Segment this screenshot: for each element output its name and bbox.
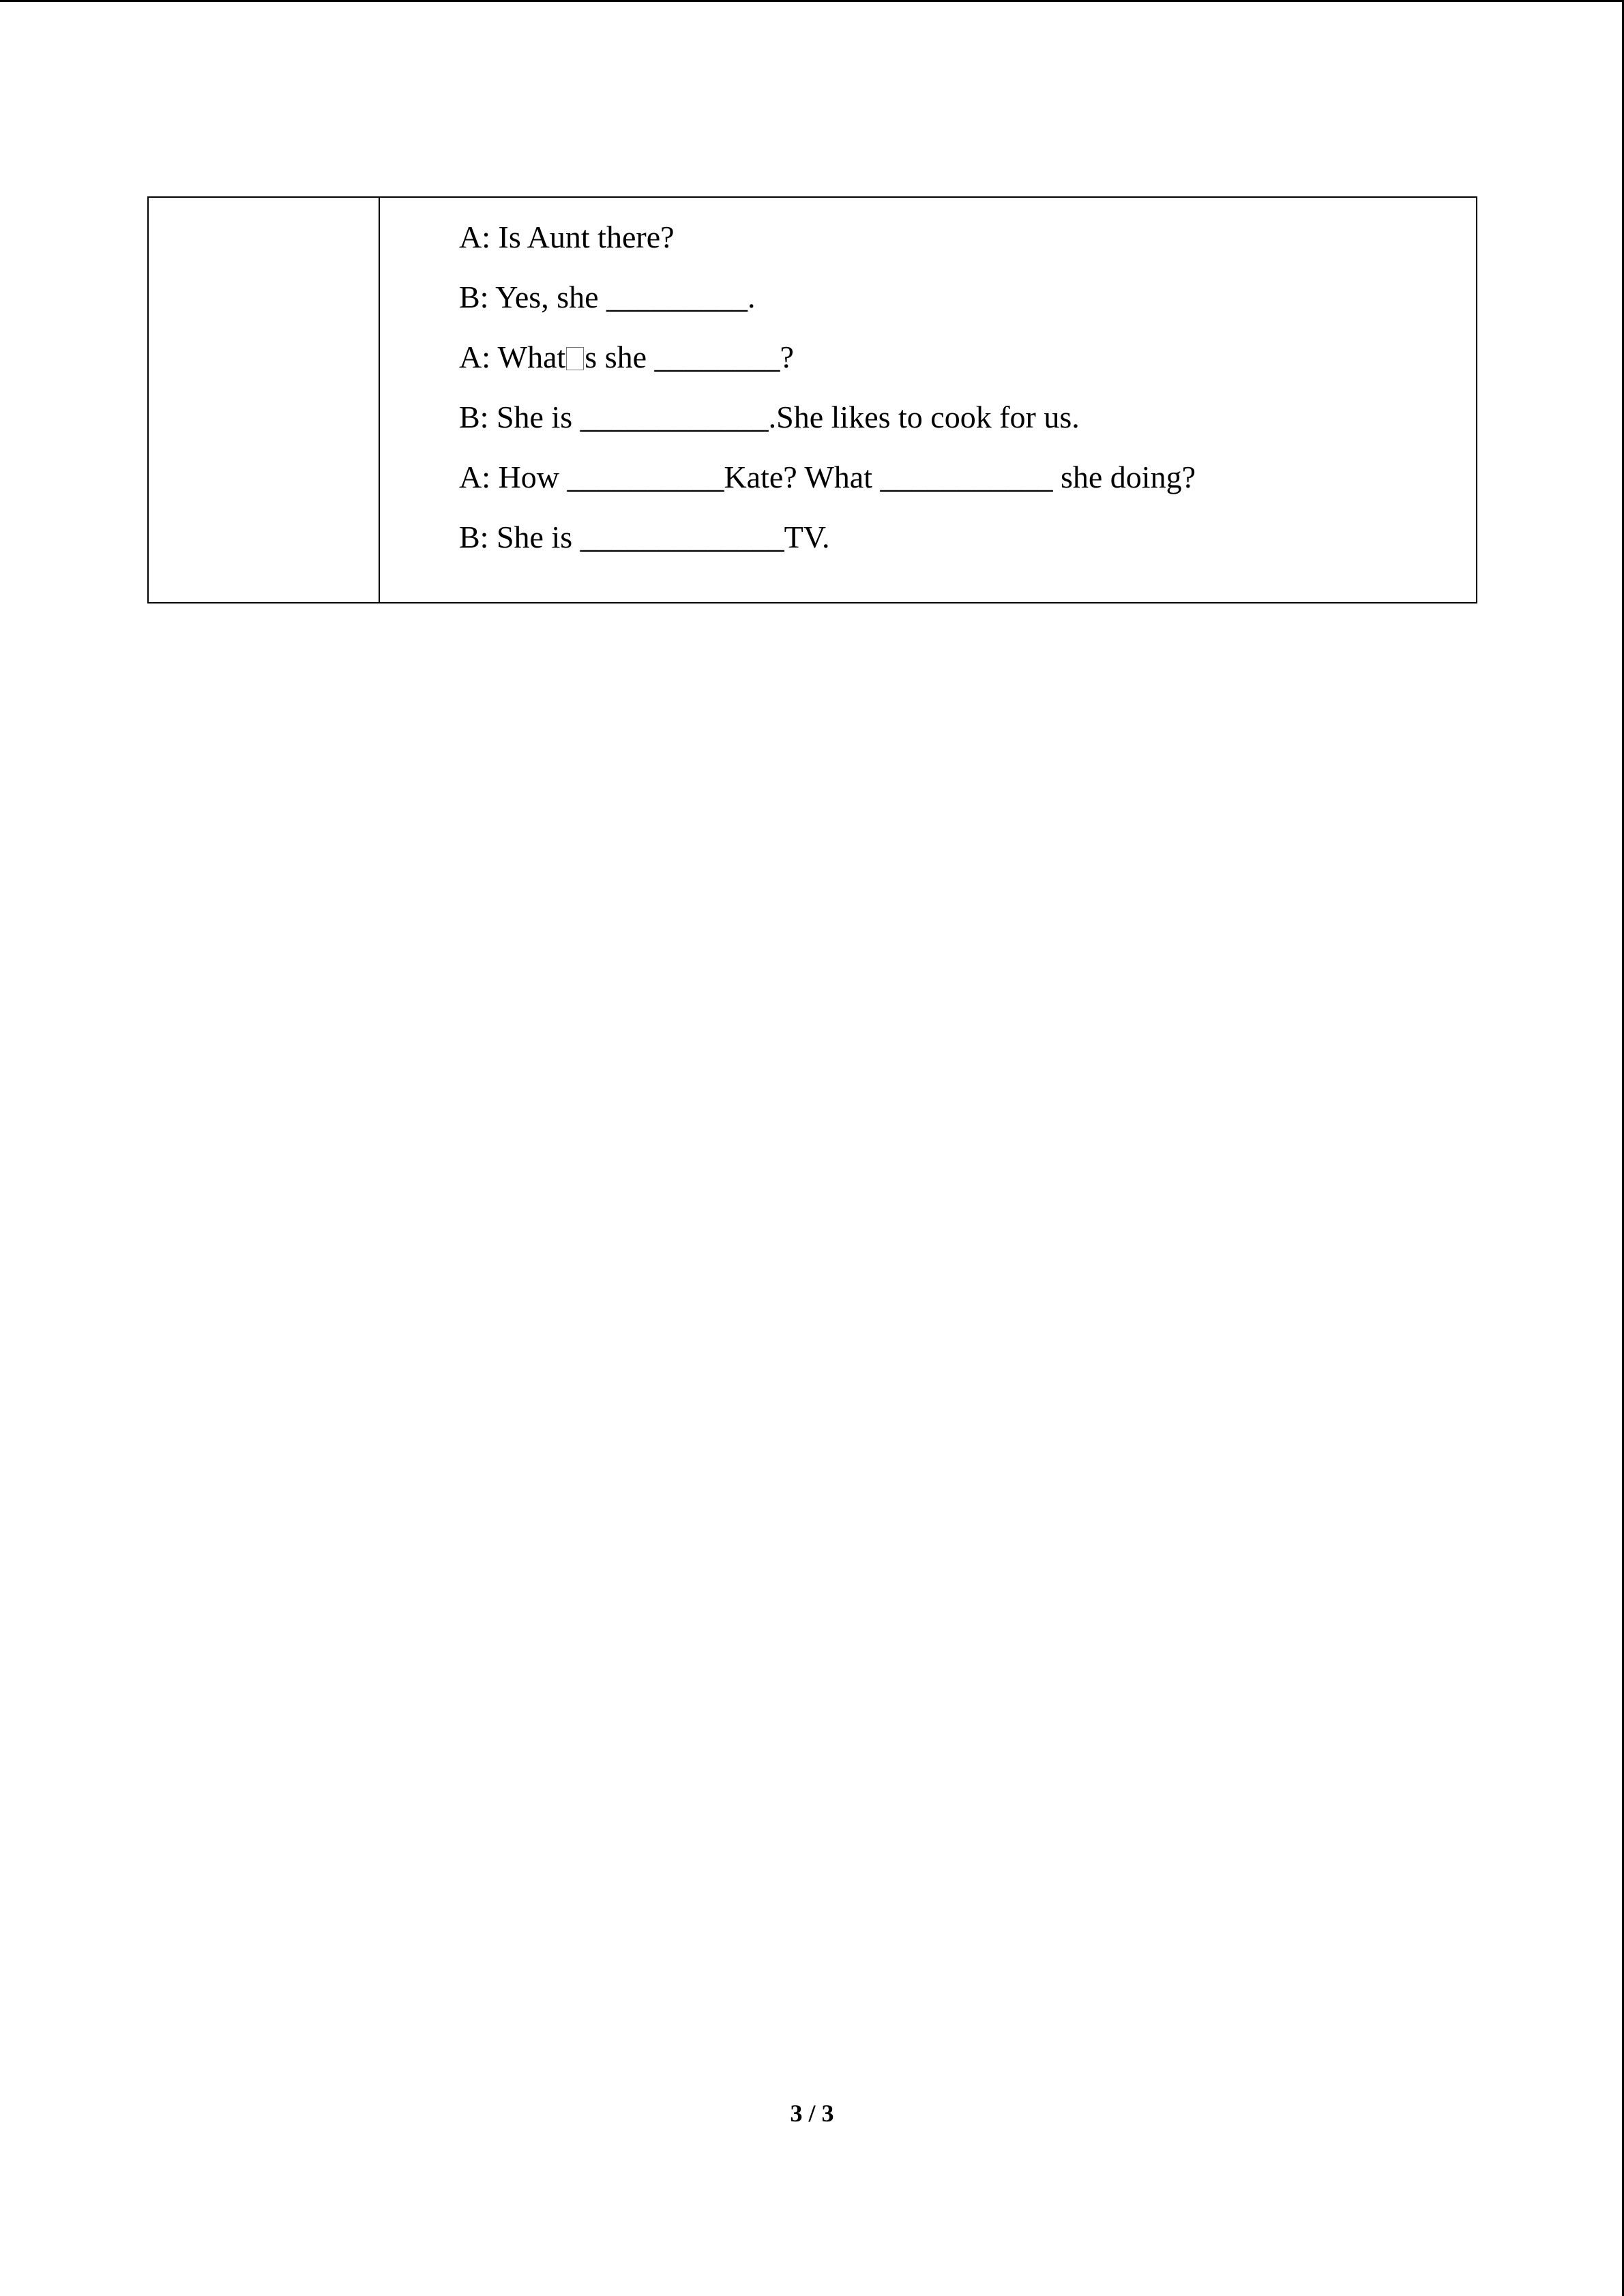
dialogue-line-6: B: She is _____________TV. (459, 520, 830, 554)
missing-glyph-box (566, 347, 584, 370)
dialogue-line-2: B: Yes, she _________. (459, 280, 756, 314)
dialogue-line-3-end: s she ________? (585, 340, 794, 374)
dialogue-line-4: B: She is ____________.She likes to cook for us. (459, 400, 1080, 434)
empty-left-cell (149, 198, 380, 602)
dialogue-line-3-start: A: What (459, 340, 566, 374)
dialogue-line-3 (459, 337, 794, 378)
page-number: 3 / 3 (790, 2100, 834, 2127)
worksheet-table (147, 196, 1477, 603)
dialogue-line-5: A: How __________Kate? What ___________ she doing? (459, 460, 1196, 494)
dialogue-line-1: A: Is Aunt there? (459, 220, 675, 254)
dialogue-cell (380, 198, 1476, 602)
